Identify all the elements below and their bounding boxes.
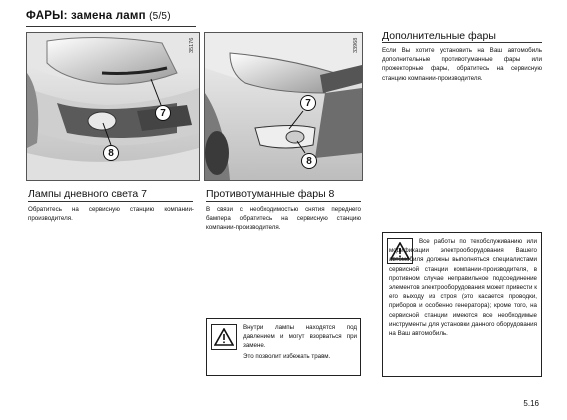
text-drl: Обратитесь на сервисную станцию компании-производителя. [28, 206, 194, 223]
warning-electrical-text: Все работы по техобслуживанию или модификации электрооборудования Вашего автомобиля должны выполняться специалистами сервисной станции компании-производителя, в противном случае неправильное подсоединение элементов электрооборудования может привести к его выходу из строя (это касается проводки, приборов и особенно генератора); кроме того, на сервисной станции имеются все необходимые инструменты для установки данного оборудования на Ваш автомобиль. [389, 238, 537, 338]
heading-fog: Противотуманные фары 8 [206, 188, 335, 200]
callout-7: 7 [300, 95, 316, 111]
warning-box-lamp-pressure [206, 318, 361, 376]
page-number: 5.16 [523, 399, 539, 408]
text-fog: В связи с необходимостью снятия переднего бампера обратитесь на сервисную станцию компании-производителя. [206, 206, 361, 232]
page-title-part: (5/5) [149, 11, 171, 22]
heading-rule-extra [382, 42, 542, 43]
heading-rule-drl [28, 201, 193, 202]
page-title [26, 10, 171, 22]
title-rule [26, 26, 196, 27]
photo-middle-foglight [204, 32, 363, 181]
callout-8: 8 [103, 145, 119, 161]
heading-extra-lights: Дополнительные фары [382, 30, 496, 42]
text-extra-lights: Если Вы хотите установить на Ваш автомобиль дополнительные противотуманные фары или прожекторные фары, обратитесь на сервисную станцию компании-производителя. [382, 47, 542, 82]
photo-left-headlight [26, 32, 200, 181]
warning-triangle-icon [211, 324, 237, 350]
callout-7: 7 [155, 105, 171, 121]
photo-left-ref: 35176 [189, 37, 195, 53]
photo-middle-ref: 33968 [353, 37, 359, 53]
warning-lamp-pressure-text-2: Это позволит избежать травм. [243, 353, 331, 360]
warning-box-electrical [382, 232, 542, 377]
page-title-text: ФАРЫ: замена ламп [26, 10, 146, 22]
heading-rule-fog [206, 201, 361, 202]
callout-8: 8 [301, 153, 317, 169]
warning-lamp-pressure-text: Внутри лампы находятся под давлением и могут взорваться при замене. [243, 324, 357, 350]
heading-drl: Лампы дневного света 7 [28, 188, 147, 200]
